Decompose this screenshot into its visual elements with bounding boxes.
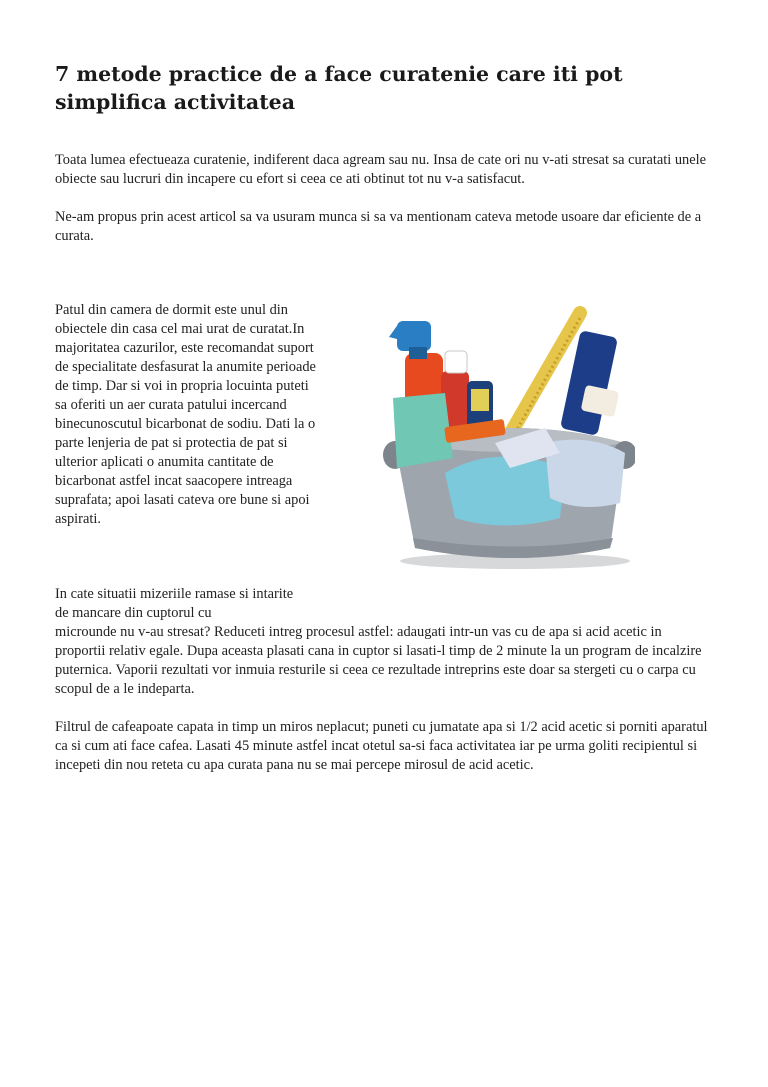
- paragraph-microwave-start: In cate situatii mizeriile ramase si intarite de mancare din cuptorul cu: [55, 586, 294, 621]
- paragraph-purpose: Ne-am propus prin acest articol sa va usuram munca si sa va mentionam cateva metode usoare dar eficiente de a curata.: [55, 209, 702, 244]
- paragraph-bed-cleaning: Patul din camera de dormit este unul din obiectele din casa cel mai urat de curatat.In majoritatea cazurilor, este recomandat suport de specialitate desfasurat la anumite perioade de timp. Dar si voi in propria locuinta puteti sa oferiti un aer curata patului incercand binecunoscutul bicarbonat de sodiu. Dati la o parte lenjeria de pat si protectia de pat si ulterior aplicati o anumita cantitate de bicarbonat astfel incat saacopere intreaga suprafata; apoi lasati cateva ore bune si apoi aspirati.: [55, 302, 316, 527]
- paragraph-intro: Toata lumea efectueaza curatenie, indiferent daca agream sau nu. Insa de cate ori nu v-ati stresat sa curatati unele obiecte sau lucruri din incapere cu efort si ceea ce ati obtinut tot nu v-a satisfacut.: [55, 152, 707, 187]
- cleaning-supplies-image: [375, 293, 635, 573]
- paragraph-coffee-filter: Filtrul de cafeapoate capata in timp un miros neplacut; puneti cu jumatate apa si 1/2 acid acetic si porniti aparatul ca si cum ati face cafea. Lasati 45 minute astfel incat otetul sa-si faca activitatea iar pe urma goliti recipientul si incepeti din nou reteta cu apa curata pana nu se mai percepe mirosul de acid acetic.: [55, 719, 708, 773]
- scrub-brush-image: [505, 313, 619, 443]
- paragraph-microwave: microunde nu v-au stresat? Reduceti intreg procesul astfel: adaugati intr-un vas cu de apa si acid acetic in proportii relativ egale. Dupa aceasta plasati cana in cuptor si lasati-l timp de 2 minute la un program de incalzire puternica. Vaporii rezultati vor inmuia resturile si ceea ce rezultade intreprins este doar sa stergeti cu o carpa cu scopul de a le indeparta.: [55, 624, 702, 697]
- article-title: 7 metode practice de a face curatenie care iti pot simplifica activitatea: [55, 62, 623, 114]
